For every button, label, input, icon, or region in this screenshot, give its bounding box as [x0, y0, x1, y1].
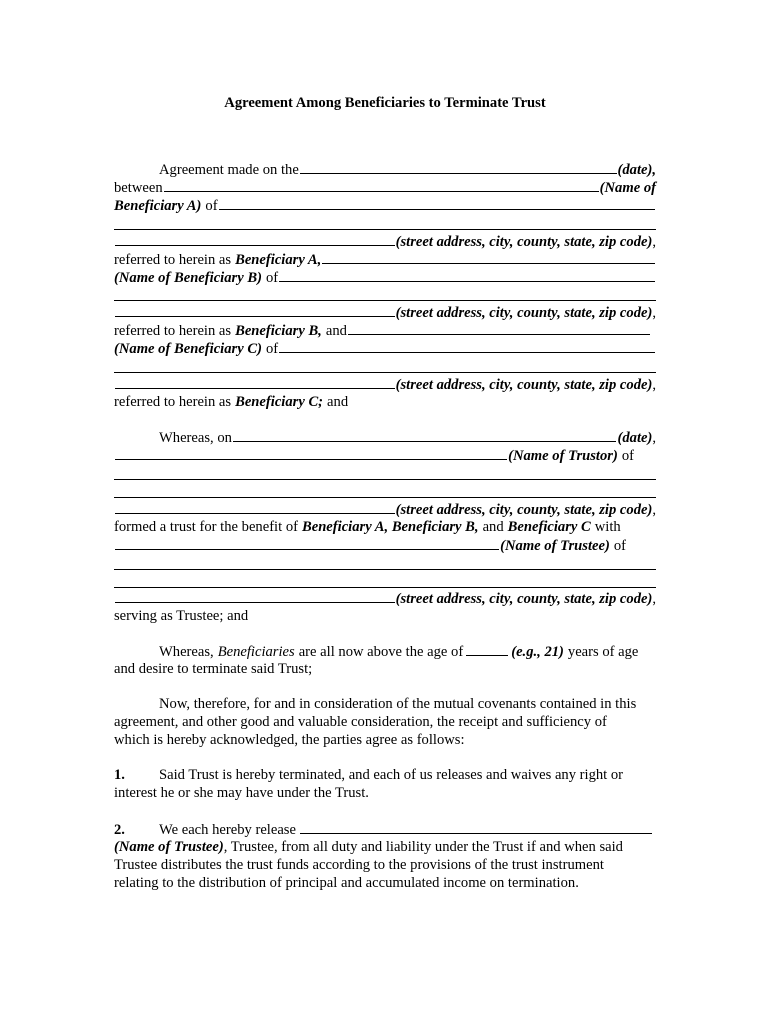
now-therefore-line-1	[114, 695, 656, 713]
address-hint: (street address, city, county, state, zip code)	[395, 591, 653, 607]
formed-trust-line	[114, 518, 656, 536]
trustor-hint: (Name of Trustor)	[508, 448, 618, 464]
comma: ,	[652, 377, 656, 393]
whereas-on-text: Whereas, on	[159, 430, 232, 446]
beneficiary-b-address-blank-2[interactable]	[114, 300, 656, 301]
beneficiary-a-address-blank[interactable]	[219, 196, 655, 210]
release-trustee-blank[interactable]	[300, 820, 652, 834]
trustee-address-blank[interactable]	[114, 569, 656, 570]
beneficiary-a-name-blank[interactable]	[164, 178, 599, 192]
beneficiary-c-label: Beneficiary C;	[235, 394, 324, 410]
now-therefore-text: Now, therefore, for and in consideration of the mutual covenants contained in this	[159, 696, 637, 712]
name-a-hint: (Name of	[599, 180, 656, 196]
beneficiary-a-of-line	[114, 196, 656, 214]
name-a-hint-cont: Beneficiary A)	[114, 198, 202, 214]
name-b-hint: (Name of Beneficiary B)	[114, 270, 262, 286]
item-2-line-3	[114, 856, 656, 874]
of-text: of	[613, 538, 626, 554]
name-c-hint: (Name of Beneficiary C)	[114, 341, 262, 357]
whereas-text: Whereas,	[159, 644, 214, 660]
beneficiary-c-address-blank-3[interactable]	[115, 375, 395, 389]
comma: ,	[652, 502, 656, 518]
item-1-line-1	[114, 766, 656, 784]
comma: ,	[652, 591, 656, 607]
item-2-number: 2.	[114, 822, 125, 838]
document-title: Agreement Among Beneficiaries to Terminate Trust	[224, 95, 546, 111]
now-therefore-text-2: agreement, and other good and valuable consideration, the receipt and sufficiency of	[114, 714, 607, 730]
now-therefore-line-3	[114, 731, 656, 749]
trustee-address-blank-2[interactable]	[114, 587, 656, 588]
beneficiary-b-address-blank[interactable]	[279, 268, 655, 282]
item-1-text: Said Trust is hereby terminated, and each of us releases and waives any right or	[159, 767, 624, 783]
trustee-hint: (Name of Trustee)	[114, 839, 224, 855]
beneficiary-c-name-blank[interactable]	[348, 321, 650, 335]
above-age-text: are all now above the age of	[298, 644, 464, 660]
trustee-line	[114, 536, 656, 554]
trustor-name-blank[interactable]	[115, 446, 507, 460]
formed-text: formed a trust for the benefit of	[114, 519, 298, 535]
agreement-date-line	[114, 160, 656, 178]
comma: ,	[652, 430, 656, 446]
of-text: of	[265, 341, 279, 357]
trust-date-blank[interactable]	[233, 428, 617, 442]
of-text: of	[621, 448, 634, 464]
trustee-address-blank-3[interactable]	[115, 589, 395, 603]
beneficiary-b-name-blank[interactable]	[322, 250, 655, 264]
and-text: and	[327, 394, 349, 410]
trustor-address-blank-3[interactable]	[115, 500, 395, 514]
address-hint: (street address, city, county, state, zip code)	[395, 305, 653, 321]
beneficiary-c-address-blank-2[interactable]	[114, 372, 656, 373]
beneficiary-a-address-blank-2[interactable]	[114, 229, 656, 230]
item-1-number: 1.	[114, 767, 125, 783]
beneficiary-a-address-line	[114, 232, 656, 250]
of-text: of	[205, 198, 218, 214]
item-1-line-2	[114, 784, 656, 802]
now-therefore-text-3: which is hereby acknowledged, the parties agree as follows:	[114, 732, 465, 748]
age-hint: (e.g., 21)	[511, 644, 564, 660]
address-hint: (street address, city, county, state, zip code)	[395, 234, 653, 250]
age-blank[interactable]	[466, 642, 508, 656]
beneficiary-ab-label: Beneficiary A, Beneficiary B,	[301, 519, 479, 535]
made-on-text: Agreement made on the	[159, 162, 299, 178]
and-text: and	[482, 519, 504, 535]
address-hint: (street address, city, county, state, zip code)	[395, 502, 653, 518]
beneficiary-b-address-line	[114, 303, 656, 321]
with-text: with	[594, 519, 621, 535]
beneficiary-c-label: Beneficiary C	[507, 519, 591, 535]
comma: ,	[652, 305, 656, 321]
referred-b-line	[114, 321, 656, 339]
beneficiary-c-address-line	[114, 375, 656, 393]
serving-line	[114, 607, 656, 625]
terminate-desire-text: and desire to terminate said Trust;	[114, 661, 313, 677]
years-text: years of age	[567, 644, 639, 660]
of-text: of	[265, 270, 279, 286]
referred-a-line	[114, 250, 656, 268]
trustee-hint: (Name of Trustee)	[500, 538, 610, 554]
date-hint: (date),	[617, 162, 656, 178]
trustor-address-line	[114, 500, 656, 518]
serving-text: serving as Trustee; and	[114, 608, 249, 624]
beneficiary-c-of-line	[114, 339, 656, 357]
between-text: between	[114, 180, 163, 196]
item-2-release-text: We each hereby release	[159, 822, 296, 838]
referred-text: referred to herein as	[114, 323, 232, 339]
beneficiaries-label: Beneficiaries	[217, 644, 295, 660]
trustor-address-blank[interactable]	[114, 479, 656, 480]
referred-text: referred to herein as	[114, 252, 232, 268]
terminate-desire-line	[114, 660, 656, 678]
address-hint: (street address, city, county, state, zip code)	[395, 377, 653, 393]
item-2-text: , Trustee, from all duty and liability under the Trust if and when said	[223, 839, 623, 855]
trustor-address-blank-2[interactable]	[114, 497, 656, 498]
whereas-date-line	[114, 428, 656, 446]
beneficiary-a-label: Beneficiary A,	[235, 252, 322, 268]
beneficiary-b-of-line	[114, 268, 656, 286]
now-therefore-line-2	[114, 713, 656, 731]
item-2-line-4	[114, 874, 656, 892]
agreement-date-blank[interactable]	[300, 160, 617, 174]
trustor-line	[114, 446, 656, 464]
beneficiary-b-address-blank-3[interactable]	[115, 303, 395, 317]
beneficiary-b-label: Beneficiary B,	[235, 323, 322, 339]
trustee-name-blank[interactable]	[115, 536, 499, 550]
and-text: and	[325, 323, 347, 339]
beneficiary-a-address-blank-3[interactable]	[115, 232, 395, 246]
comma: ,	[652, 234, 656, 250]
age-line	[114, 642, 656, 660]
referred-c-line	[114, 393, 656, 411]
between-line	[114, 178, 656, 196]
item-2-line-1	[114, 820, 656, 838]
date-hint: (date)	[617, 430, 653, 446]
item-1-text-2: interest he or she may have under the Trust.	[114, 785, 369, 801]
item-2-line-2	[114, 838, 656, 856]
trustee-address-line	[114, 589, 656, 607]
referred-text: referred to herein as	[114, 394, 232, 410]
item-2-text-2: Trustee distributes the trust funds according to the provisions of the trust instrument	[114, 857, 604, 873]
beneficiary-c-address-blank[interactable]	[279, 339, 655, 353]
item-2-text-3: relating to the distribution of principal and accumulated income on termination.	[114, 875, 579, 891]
